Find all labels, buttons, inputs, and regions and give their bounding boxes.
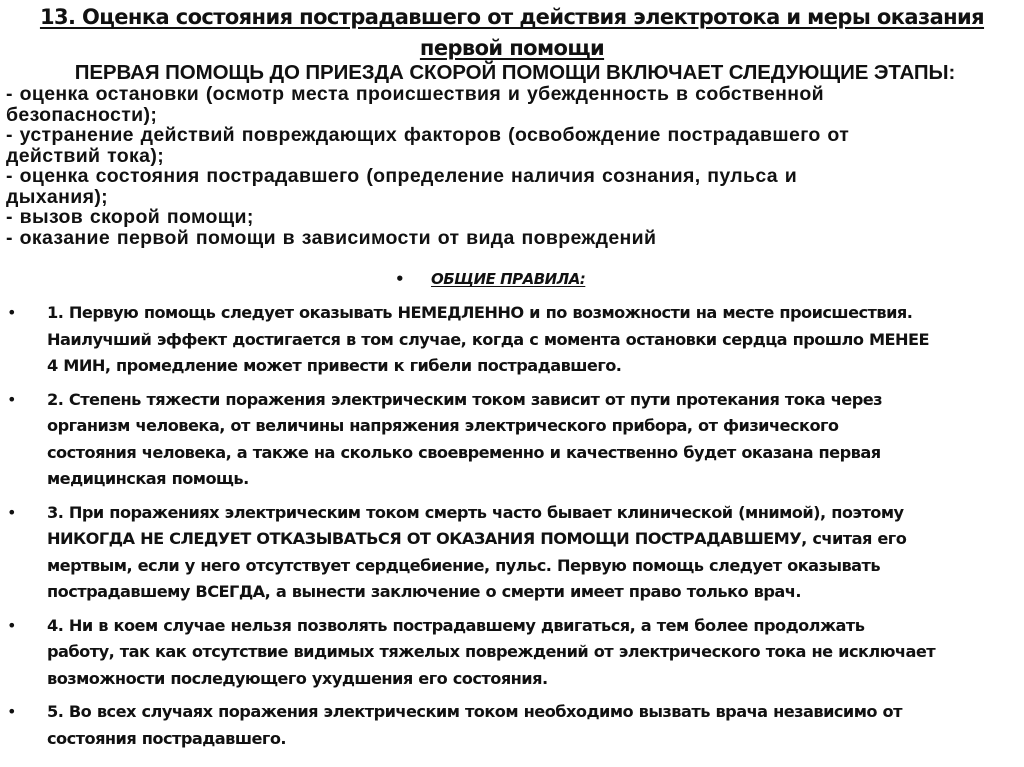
bullet-icon: • — [395, 270, 405, 288]
general-rules-label: ОБЩИЕ ПРАВИЛА: — [431, 270, 586, 288]
stage-item: - оценка состояния пострадавшего (определение наличия сознания, пульса и дыхания); — [6, 165, 798, 208]
slide-title — [0, 2, 1024, 64]
general-rules-heading — [395, 270, 585, 288]
stage-item: - устранение действий повреждающих факторов (освобождение пострадавшего от действий тока); — [6, 124, 850, 167]
bullet-icon: • — [7, 615, 16, 635]
bullet-icon: • — [7, 502, 16, 522]
rule-item: • 5. Во всех случаях поражения электрическим током необходимо вызвать врача независимо от состояния пострадавшего. — [0, 699, 1024, 752]
rule-item: • 3. При поражениях электрическим током смерть часто бывает клинической (мнимой), поэтому НИКОГДА НЕ СЛЕДУЕТ ОТКАЗЫВАТЬСЯ ОТ ОКАЗАНИЯ ПОМОЩИ ПОСТРАДАВШЕМУ, считая его мертвым, если у него отсутствует сердцебиение, пульс. Первую помощь следует оказывать пострадавшему ВСЕГДА, а вынести заключение о смерти имеет право только врач. — [0, 500, 1024, 606]
bullet-icon: • — [7, 702, 16, 721]
stage-item: - вызов скорой помощи; — [6, 206, 254, 228]
general-rules-list — [0, 300, 1024, 759]
stages-heading: ПЕРВАЯ ПОМОЩЬ ДО ПРИЕЗДА СКОРОЙ ПОМОЩИ ВКЛЮЧАЕТ СЛЕДУЮЩИЕ ЭТАПЫ: — [74, 61, 956, 84]
first-aid-stages — [6, 62, 1016, 248]
rule-item: • 4. Ни в коем случае нельзя позволять пострадавшему двигаться, а тем более продолжать работу, так как отсутствие видимых тяжелых повреждений от электрического тока не исключает возможности последующего ухудшения его состояния. — [0, 613, 1024, 693]
bullet-icon: • — [7, 389, 16, 409]
rule-item: • 1. Первую помощь следует оказывать НЕМЕДЛЕННО и по возможности на месте происшествия. Наилучший эффект достигается в том случае, когда с момента остановки сердца прошло МЕНЕЕ 4 МИН, промедление может привести к гибели пострадавшего. — [0, 300, 1024, 380]
rule-item: • 2. Степень тяжести поражения электрическим током зависит от пути протекания тока через организм человека, от величины напряжения электрического прибора, от физического состояния человека, а также на сколько своевременно и качественно будет оказана первая медицинская помощь. — [0, 387, 1024, 493]
bullet-icon: • — [7, 303, 16, 322]
stage-item: - оценка остановки (осмотр места происшествия и убежденность в собственной безопасности); — [6, 83, 824, 126]
stage-item: - оказание первой помощи в зависимости от вида повреждений — [6, 226, 657, 249]
slide-title-line-1: 13. Оценка состояния пострадавшего от действия электротока и меры оказания — [39, 5, 985, 29]
slide-title-line-2: первой помощи — [419, 36, 605, 60]
